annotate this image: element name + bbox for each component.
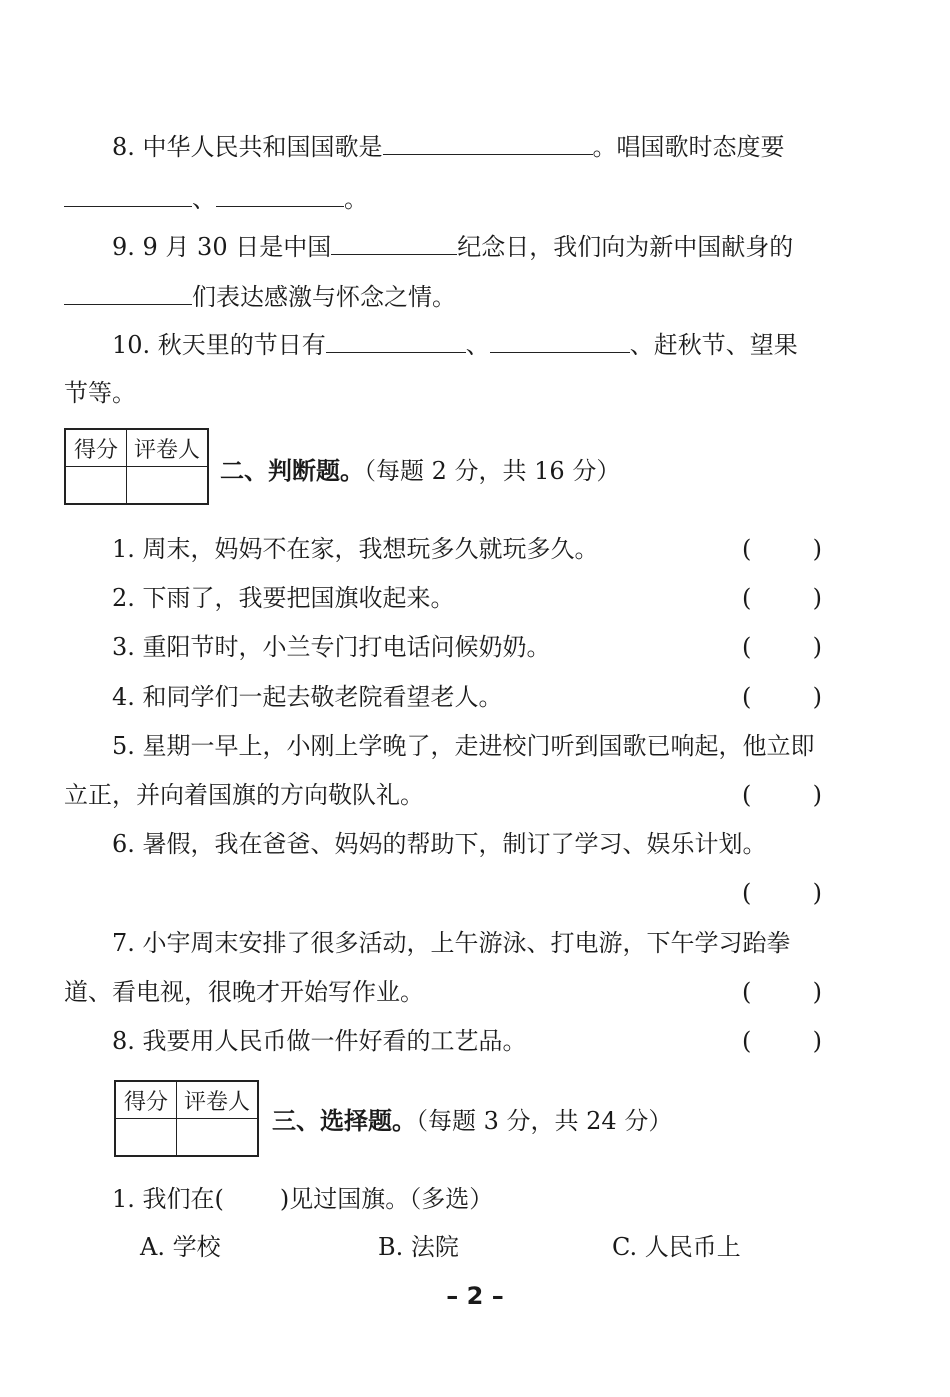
fill-q10-line1: 10. 秋天里的节日有 、 、赶秋节、望果 xyxy=(112,326,798,362)
judge-q6: 6. 暑假，我在爸爸、妈妈的帮助下，制订了学习、娱乐计划。 xyxy=(112,830,767,858)
choice-q1-option-c[interactable]: C. 人民币上 xyxy=(612,1233,741,1261)
judge-q2-answer[interactable]: ( ) xyxy=(742,584,822,612)
q10-text-a: 10. 秋天里的节日有 xyxy=(112,331,326,359)
judge-q1-answer[interactable]: ( ) xyxy=(742,535,822,563)
section2-heading xyxy=(220,454,620,488)
q10-blank-1[interactable] xyxy=(326,326,466,353)
judge-q7-line2: 道、看电视，很晚才开始写作业。 xyxy=(64,978,424,1006)
q9-blank-2[interactable] xyxy=(64,278,192,305)
judge-q3: 3. 重阳节时，小兰专门打电话问候奶奶。 xyxy=(112,633,551,661)
fill-q9-line2 xyxy=(64,278,456,314)
grader-cell[interactable] xyxy=(177,1119,259,1157)
q10-text-b: 、赶秋节、望果 xyxy=(629,331,798,359)
judge-q2: 2. 下雨了，我要把国旗收起来。 xyxy=(112,584,455,612)
score-label: 得分 xyxy=(115,1081,177,1119)
judge-q5-line1: 5. 星期一早上，小刚上学晚了，走进校门听到国歌已响起，他立即 xyxy=(112,732,815,760)
section3-title: 三、选择题。 xyxy=(272,1107,416,1135)
fill-q9-line1 xyxy=(112,228,793,264)
judge-q4: 4. 和同学们一起去敬老院看望老人。 xyxy=(112,683,503,711)
q9-text-c: 们表达感激与怀念之情。 xyxy=(192,283,456,311)
fill-q8-line1 xyxy=(112,128,785,164)
section2-title: 二、判断题。 xyxy=(220,457,364,485)
judge-q6-answer[interactable]: ( ) xyxy=(742,879,822,907)
grader-cell[interactable] xyxy=(127,467,209,505)
fill-q8-line2: 、 。 xyxy=(64,180,368,216)
judge-q7-line1: 7. 小宇周末安排了很多活动，上午游泳、打电游，下午学习跆拳 xyxy=(112,929,791,957)
q9-text-b: 纪念日，我们向为新中国献身的 xyxy=(457,233,794,261)
section2-note: （每题 2 分，共 16 分） xyxy=(364,457,621,485)
q8-blank-3[interactable] xyxy=(216,180,344,207)
score-cell[interactable] xyxy=(65,467,127,505)
q9-text-a: 9. 9 月 30 日是中国 xyxy=(112,233,332,261)
judge-q5-answer[interactable]: ( ) xyxy=(742,781,822,809)
judge-q5-line2: 立正，并向着国旗的方向敬队礼。 xyxy=(64,781,424,809)
judge-q3-answer[interactable]: ( ) xyxy=(742,633,822,661)
score-table-section2 xyxy=(64,428,209,505)
judge-q4-answer[interactable]: ( ) xyxy=(742,683,822,711)
judge-q8: 8. 我要用人民币做一件好看的工艺品。 xyxy=(112,1027,527,1055)
grader-label: 评卷人 xyxy=(177,1081,259,1119)
choice-q1-option-b[interactable]: B. 法院 xyxy=(378,1233,459,1261)
section3-note: （每题 3 分，共 24 分） xyxy=(416,1107,673,1135)
page-number: – 2 – xyxy=(446,1282,504,1310)
judge-q7-answer[interactable]: ( ) xyxy=(742,978,822,1006)
score-table-section3 xyxy=(114,1080,259,1157)
score-cell[interactable] xyxy=(115,1119,177,1157)
q8-text-a: 8. 中华人民共和国国歌是 xyxy=(112,133,383,161)
q8-text-b: 。唱国歌时态度要 xyxy=(592,133,785,161)
section3-heading xyxy=(272,1104,672,1138)
choice-q1-option-a[interactable]: A. 学校 xyxy=(140,1233,221,1261)
q8-blank-2[interactable] xyxy=(64,180,192,207)
q10-blank-2[interactable] xyxy=(490,326,630,353)
choice-q1: 1. 我们在( )见过国旗。（多选） xyxy=(112,1185,494,1213)
judge-q1: 1. 周末，妈妈不在家，我想玩多久就玩多久。 xyxy=(112,535,599,563)
judge-q8-answer[interactable]: ( ) xyxy=(742,1027,822,1055)
q8-blank-1[interactable] xyxy=(383,128,593,155)
fill-q10-line2: 节等。 xyxy=(64,379,136,407)
q9-blank-1[interactable] xyxy=(331,228,457,255)
grader-label: 评卷人 xyxy=(127,429,209,467)
score-label: 得分 xyxy=(65,429,127,467)
